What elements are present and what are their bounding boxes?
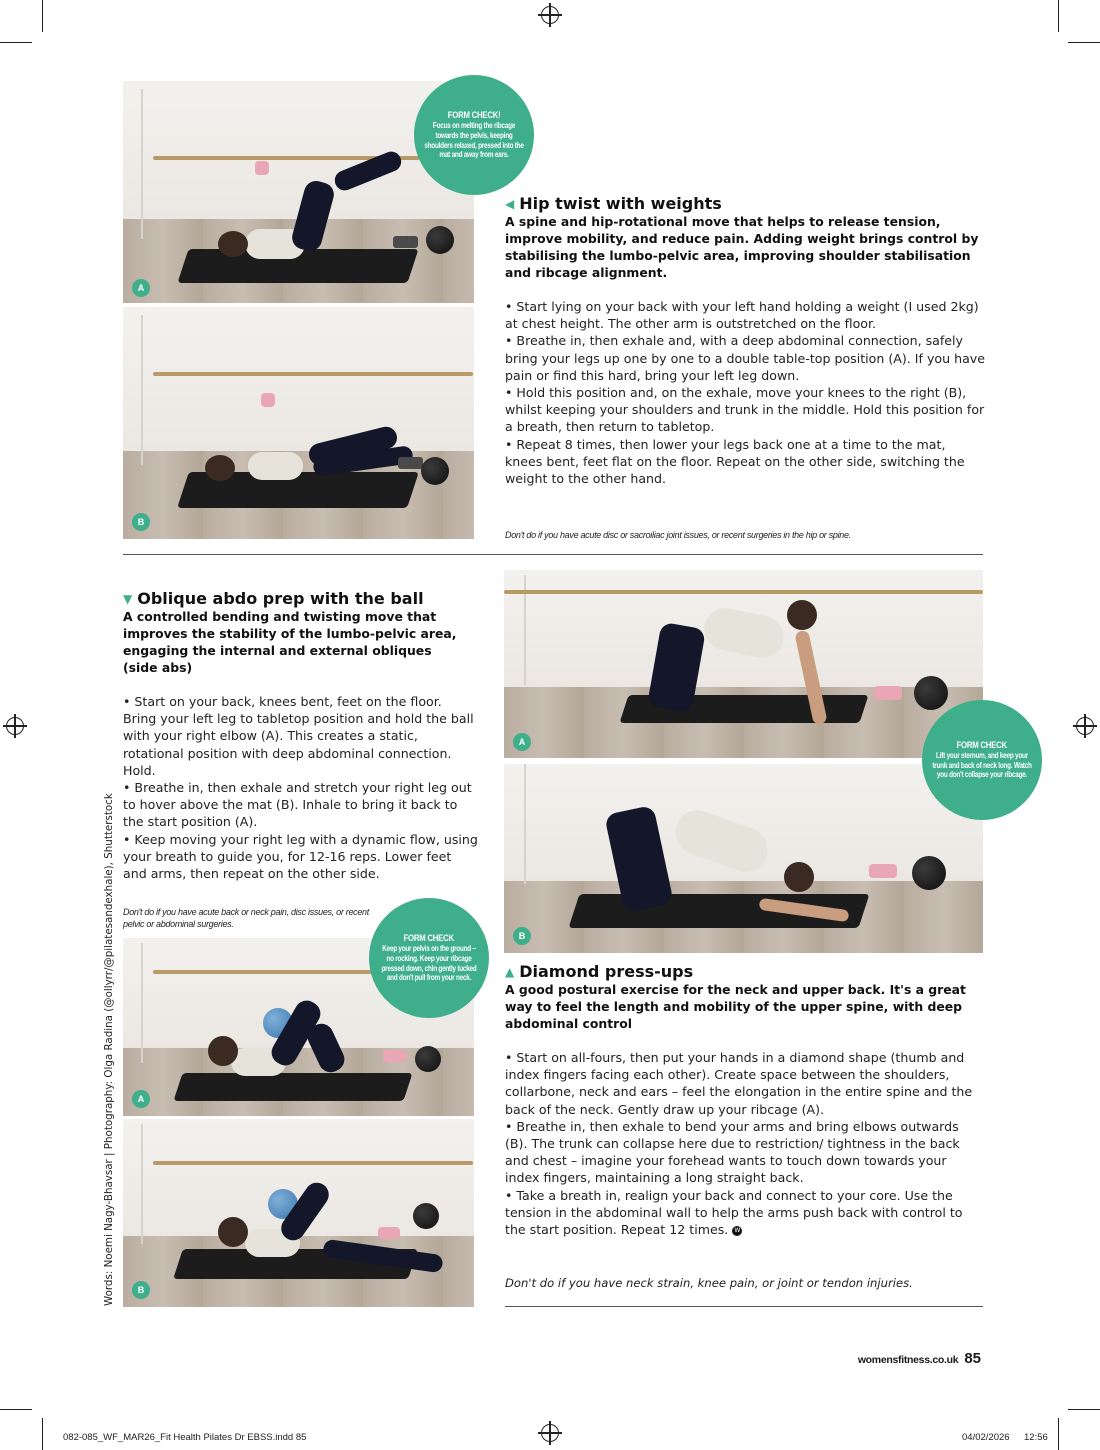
heading-text: Oblique abdo prep with the ball <box>137 589 424 608</box>
diamond-photo-a <box>504 570 983 758</box>
step: • Start on your back, knees bent, feet on the floor. Bring your left leg to tabletop position and hold the ball with your right elbow (A). This creates a static, rotational position with deep abdominal connection. Hold. <box>123 694 474 778</box>
crop-mark <box>0 42 32 43</box>
form-check-text: Keep your pelvis on the ground – no rocking. Keep your ribcage pressed down, chin gently tucked and don't pull from your neck. <box>381 944 477 983</box>
form-check-callout <box>369 898 489 1018</box>
form-check-text: Lift your sternum, and keep your trunk and back of neck long. Watch you don't collapse your ribcage. <box>932 751 1032 780</box>
step: • Breathe in, then exhale and stretch your right leg out to hover above the mat (B). Inhale to bring it back to the start position (A). <box>123 780 472 830</box>
heading-text: Diamond press-ups <box>519 962 694 981</box>
photo-credit: Words: Noemi Nagy-Bhavsar | Photography: Olga Radina (@ollyrr/@pilatesandexhale), Shutterstock <box>103 793 115 1306</box>
caution-note: Don't do if you have neck strain, knee pain, or joint or tendon injuries. <box>505 1276 913 1290</box>
step: • Breathe in, then exhale and, with a deep abdominal connection, safely bring your legs up one by one to a double table-top position (A). If you have pain or find this hard, bring your left leg down. <box>505 333 985 383</box>
step: • Repeat 8 times, then lower your legs back one at a time to the mat, knees bent, feet flat on the floor. Repeat on the other side, switching the weight to the other hand. <box>505 436 965 487</box>
caution-note: Don't do if you have acute back or neck pain, disc issues, or recent pelvic or abdominal surgeries. <box>123 907 369 929</box>
section-heading <box>123 589 424 608</box>
form-check-text: Focus on melting the ribcage towards the pelvis, keeping shoulders relaxed, pressed into the mat and away from ears. <box>424 121 524 160</box>
slug-time: 12:56 <box>1024 1432 1048 1443</box>
crop-mark <box>1068 42 1100 43</box>
form-check-callout <box>922 700 1042 820</box>
photo-label-a: A <box>132 1090 150 1108</box>
form-check-title: FORM CHECK! <box>447 110 501 122</box>
caution-note: Don't do if you have acute disc or sacroiliac joint issues, or recent surgeries in the hip or spine. <box>505 530 851 540</box>
crop-mark <box>0 1409 32 1410</box>
form-check-title: FORM CHECK <box>956 740 1008 752</box>
step: • Hold this position and, on the exhale, move your knees to the right (B), whilst keeping your shoulders and trunk in the middle. Hold this position for a breath, then return to tabletop. <box>505 385 985 435</box>
photo-label-b: B <box>132 513 150 531</box>
hip-twist-photo-b <box>123 307 474 539</box>
slug-date: 04/02/2026 <box>962 1432 1010 1443</box>
form-check-title: FORM CHECK <box>403 933 455 945</box>
heading-text: Hip twist with weights <box>519 194 722 213</box>
crop-mark <box>1058 1418 1059 1450</box>
section-body <box>123 693 478 882</box>
triangle-down-icon: ▼ <box>123 591 133 606</box>
registration-mark-icon <box>1076 717 1094 735</box>
diamond-photo-b <box>504 764 983 953</box>
divider <box>505 1306 983 1307</box>
crop-mark <box>1068 1409 1100 1410</box>
photo-label-b: B <box>132 1281 150 1299</box>
section-heading <box>505 194 722 213</box>
section-intro: A controlled bending and twisting move that improves the stability of the lumbo-pelvic area, engaging the internal and external obliques (side abs) <box>123 609 457 675</box>
crop-mark <box>42 0 43 32</box>
crop-mark <box>1058 0 1059 32</box>
section-intro: A spine and hip-rotational move that helps to release tension, improve mobility, and reduce pain. Adding weight brings control by stabilising the lumbo-pelvic area, improving shoulder stabilisation and ribcage alignment. <box>505 214 979 280</box>
photo-label-a: A <box>132 279 150 297</box>
step: • Start lying on your back with your left hand holding a weight (I used 2kg) at chest height. The other arm is outstretched on the floor. <box>505 299 979 332</box>
divider <box>123 554 983 555</box>
registration-mark-icon <box>541 6 559 24</box>
section-intro: A good postural exercise for the neck and upper back. It's a great way to feel the length and mobility of the upper spine, with deep abdominal control <box>505 982 966 1031</box>
end-mark-icon: W <box>732 1226 742 1236</box>
oblique-photo-b <box>123 1119 474 1307</box>
site-url: womensfitness.co.uk <box>857 1354 959 1366</box>
registration-mark-icon <box>6 717 24 735</box>
triangle-up-icon: ▲ <box>505 964 515 979</box>
step: • Keep moving your right leg with a dynamic flow, using your breath to guide you, for 12-16 reps. Lower feet and arms, then repeat on the other side. <box>123 831 478 882</box>
photo-label-b: B <box>513 927 531 945</box>
crop-mark <box>42 1418 43 1450</box>
step: • Start on all-fours, then put your hands in a diamond shape (thumb and index fingers facing each other). Create space between the shoulders, collarbone, neck and ears – feel the elongation in the entire spine and the back of the neck. Gently draw up your ribcage (A). <box>505 1050 973 1117</box>
photo-label-a: A <box>513 733 531 751</box>
triangle-left-icon: ◀ <box>505 196 515 211</box>
section-heading <box>505 962 693 981</box>
step <box>505 1187 985 1239</box>
step-text: • Take a breath in, realign your back and connect to your core. Use the tension in the abdominal wall to help the arms push back with control to the start position. Repeat 12 times. <box>505 1187 963 1238</box>
form-check-callout <box>414 75 534 195</box>
page-number: 85 <box>964 1350 981 1367</box>
page-folio <box>858 1350 981 1367</box>
section-body <box>505 298 985 487</box>
slug-file: 082-085_WF_MAR26_Fit Health Pilates Dr EBSS.indd 85 <box>63 1432 307 1443</box>
section-body <box>505 1049 985 1238</box>
step: • Breathe in, then exhale to bend your arms and bring elbows outwards (B). The trunk can collapse here due to restriction/ tightness in the back and chest – imagine your forehead wants to touch down towards your index fingers, maintaining a long straight back. <box>505 1118 960 1186</box>
registration-mark-icon <box>541 1424 559 1442</box>
